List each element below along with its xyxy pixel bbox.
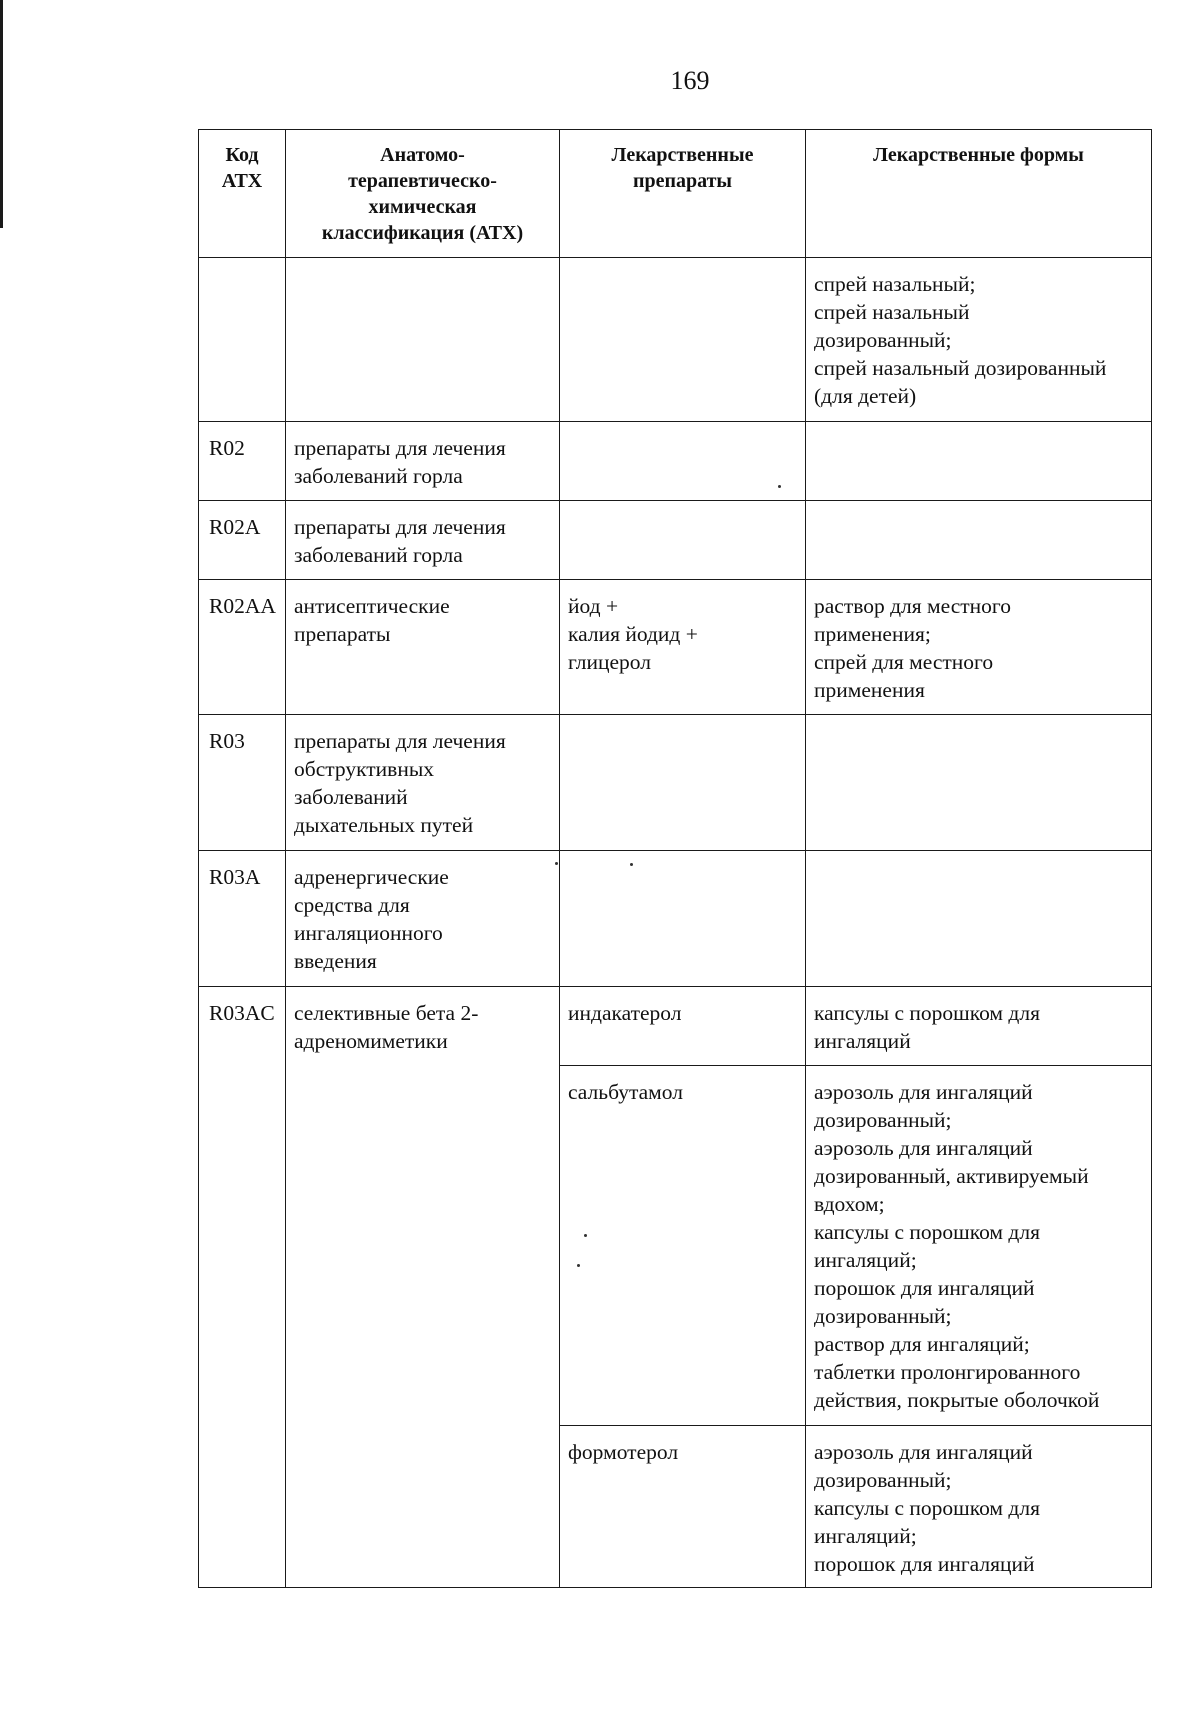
group-drug: индакатерол	[560, 987, 806, 1066]
group-drug: формотерол	[560, 1426, 806, 1588]
row-forms	[806, 422, 1152, 501]
group-forms: капсулы с порошком для ингаляций	[806, 987, 1152, 1066]
row-code: R03A	[199, 851, 286, 987]
row-classification: препараты для лечения заболеваний горла	[286, 422, 560, 501]
group-code: R03AC	[199, 987, 286, 1588]
row-drug: йод + калия йодид + глицерол	[560, 580, 806, 715]
header-code: Код АТХ	[199, 130, 286, 258]
row-code	[199, 258, 286, 422]
scan-speck	[630, 863, 633, 866]
row-forms	[806, 851, 1152, 987]
row-classification: препараты для лечения обструктивных заболеваний дыхательных путей	[286, 715, 560, 851]
table-row	[199, 987, 1152, 1066]
scan-speck	[555, 862, 558, 865]
row-drug	[560, 501, 806, 580]
row-forms	[806, 715, 1152, 851]
header-forms: Лекарственные формы	[806, 130, 1152, 258]
page-edge-shadow	[0, 0, 3, 228]
row-drug	[560, 715, 806, 851]
table-row	[199, 501, 1152, 580]
table-row	[199, 851, 1152, 987]
table-row	[199, 258, 1152, 422]
header-classification: Анатомо- терапевтическо- химическая классификация (АТХ)	[286, 130, 560, 258]
row-forms	[806, 501, 1152, 580]
table-row	[199, 580, 1152, 715]
row-drug	[560, 258, 806, 422]
row-code: R02	[199, 422, 286, 501]
group-classification: селективные бета 2- адреномиметики	[286, 987, 560, 1588]
group-forms: аэрозоль для ингаляций дозированный; капсулы с порошком для ингаляций; порошок для ингаляций	[806, 1426, 1152, 1588]
header-drugs: Лекарственные препараты	[560, 130, 806, 258]
table-row	[199, 715, 1152, 851]
row-drug	[560, 851, 806, 987]
group-forms: аэрозоль для ингаляций дозированный; аэрозоль для ингаляций дозированный, активируемый вдохом; капсулы с порошком для ингаляций; порошок для ингаляций дозированный; раствор для ингаляций; таблетки пролонгированного действия, покрытые оболочкой	[806, 1066, 1152, 1426]
scan-speck	[778, 485, 781, 488]
row-forms: раствор для местного применения; спрей для местного применения	[806, 580, 1152, 715]
row-forms: спрей назальный; спрей назальный дозированный; спрей назальный дозированный (для детей)	[806, 258, 1152, 422]
row-classification: антисептические препараты	[286, 580, 560, 715]
table-header-row	[199, 130, 1152, 258]
scan-speck	[584, 1234, 587, 1237]
row-classification	[286, 258, 560, 422]
table-row	[199, 422, 1152, 501]
row-classification: адренергические средства для ингаляционного введения	[286, 851, 560, 987]
row-code: R02AA	[199, 580, 286, 715]
page-number: 169	[670, 66, 710, 95]
scan-speck	[577, 1264, 580, 1267]
row-code: R02A	[199, 501, 286, 580]
row-classification: препараты для лечения заболеваний горла	[286, 501, 560, 580]
atx-classification-table	[198, 129, 1152, 1588]
row-code: R03	[199, 715, 286, 851]
group-drug: сальбутамол	[560, 1066, 806, 1426]
row-drug	[560, 422, 806, 501]
